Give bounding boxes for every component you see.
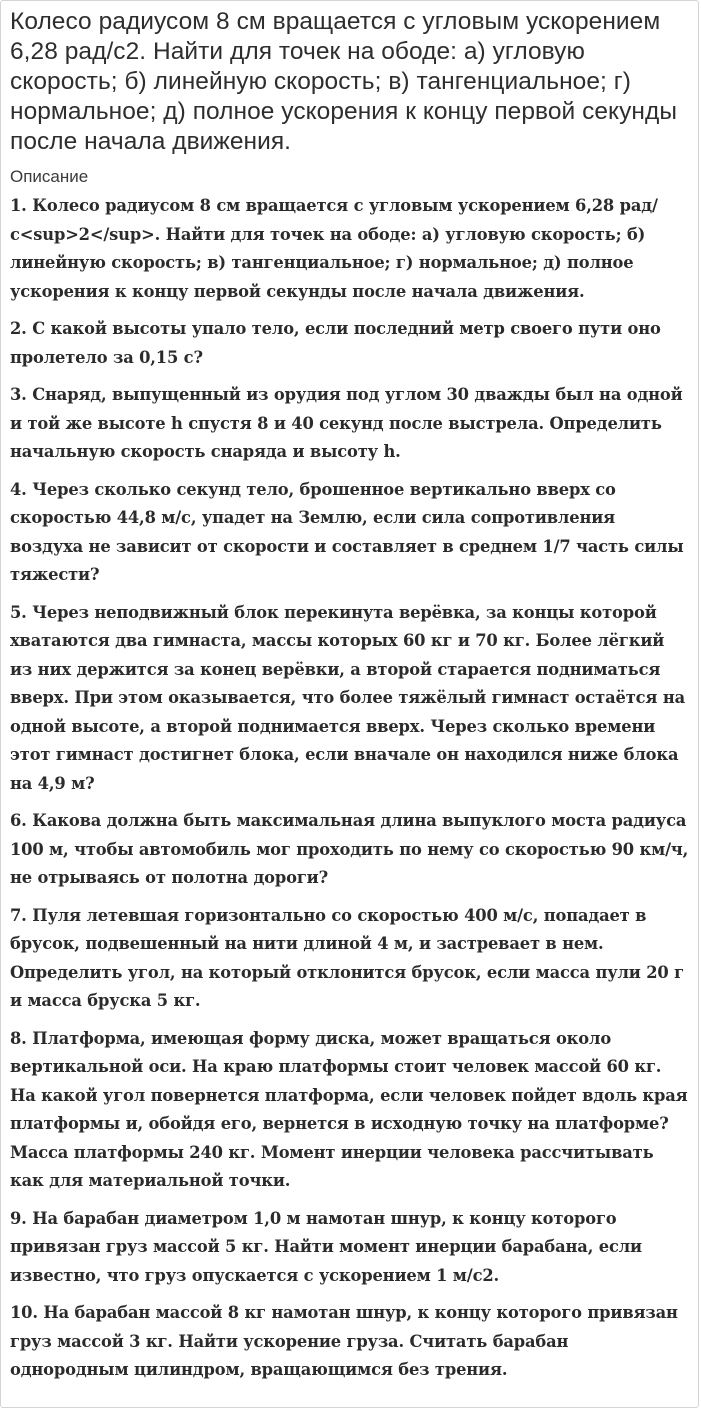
problem-item: 3. Снаряд, выпущенный из орудия под углом 30 дважды был на одной и той же высоте h спустя 8 и 40 секунд после выстрела. Определить начальную скорость снаряда и высоту h. xyxy=(10,385,683,461)
problem-item: 4. Через сколько секунд тело, брошенное вертикально вверх со скоростью 44,8 м/с, упадет на Землю, если сила сопротивления воздуха не зависит от скорости и составляет в среднем 1/7 часть силы тяжести? xyxy=(10,479,684,584)
problem-item: 6. Какова должна быть максимальная длина выпуклого моста радиуса 100 м, чтобы автомобиль мог проходить по нему со скоростью 90 км/ч, не отрываясь от полотна дороги? xyxy=(10,811,689,887)
description-label: Описание xyxy=(10,167,89,186)
task-content xyxy=(1,1,698,1385)
problem-item: 1. Колесо радиусом 8 см вращается с угловым ускорением 6,28 рад/с<sup>2</sup>. Найти для точек на ободе: а) угловую скорость; б) линейную скорость; в) тангенциальное; г) нормальное; д) полное ускорения к концу первой секунды после начала движения. xyxy=(10,196,658,301)
problem-item: 8. Платформа, имеющая форму диска, может вращаться около вертикальной оси. На краю платформы стоит человек массой 60 кг. На какой угол повернется платформа, если человек пойдет вдоль края платформы и, обойдя его, вернется в исходную точку на платформе? Масса платформы 240 кг. Момент инерции человека рассчитывать как для материальной точки. xyxy=(10,1028,688,1190)
problem-list xyxy=(10,192,690,1385)
task-title: Колесо радиусом 8 см вращается с угловым ускорением 6,28 рад/с2. Найти для точек на ободе: а) угловую скорость; б) линейную скорость; в) тангенциальное; г) нормальное; д) полное ускорения к концу первой секунды после начала движения. xyxy=(10,8,677,155)
problem-item: 2. С какой высоты упало тело, если последний метр своего пути оно пролетело за 0,15 с? xyxy=(10,319,661,367)
problem-item: 10. На барабан массой 8 кг намотан шнур, к концу которого привязан груз массой 3 кг. Найти ускорение груза. Считать барабан однородным цилиндром, вращающимся без трения. xyxy=(10,1303,678,1379)
problem-item: 5. Через неподвижный блок перекинута верёвка, за концы которой хватаются два гимнаста, массы которых 60 кг и 70 кг. Более лёгкий из них держится за конец верёвки, а второй старается подниматься вверх. При этом оказывается, что более тяжёлый гимнаст остаётся на одной высоте, а второй поднимается вверх. Через сколько времени этот гимнаст достигнет блока, если вначале он находился ниже блока на 4,9 м? xyxy=(10,602,685,793)
problem-item: 7. Пуля летевшая горизонтально со скоростью 400 м/с, попадает в брусок, подвешенный на нити длиной 4 м, и застревает в нем. Определить угол, на который отклонится брусок, если масса пули 20 г и масса бруска 5 кг. xyxy=(10,905,684,1010)
problem-item: 9. На барабан диаметром 1,0 м намотан шнур, к концу которого привязан груз массой 5 кг. Найти момент инерции барабана, если известно, что груз опускается с ускорением 1 м/с2. xyxy=(10,1208,642,1285)
